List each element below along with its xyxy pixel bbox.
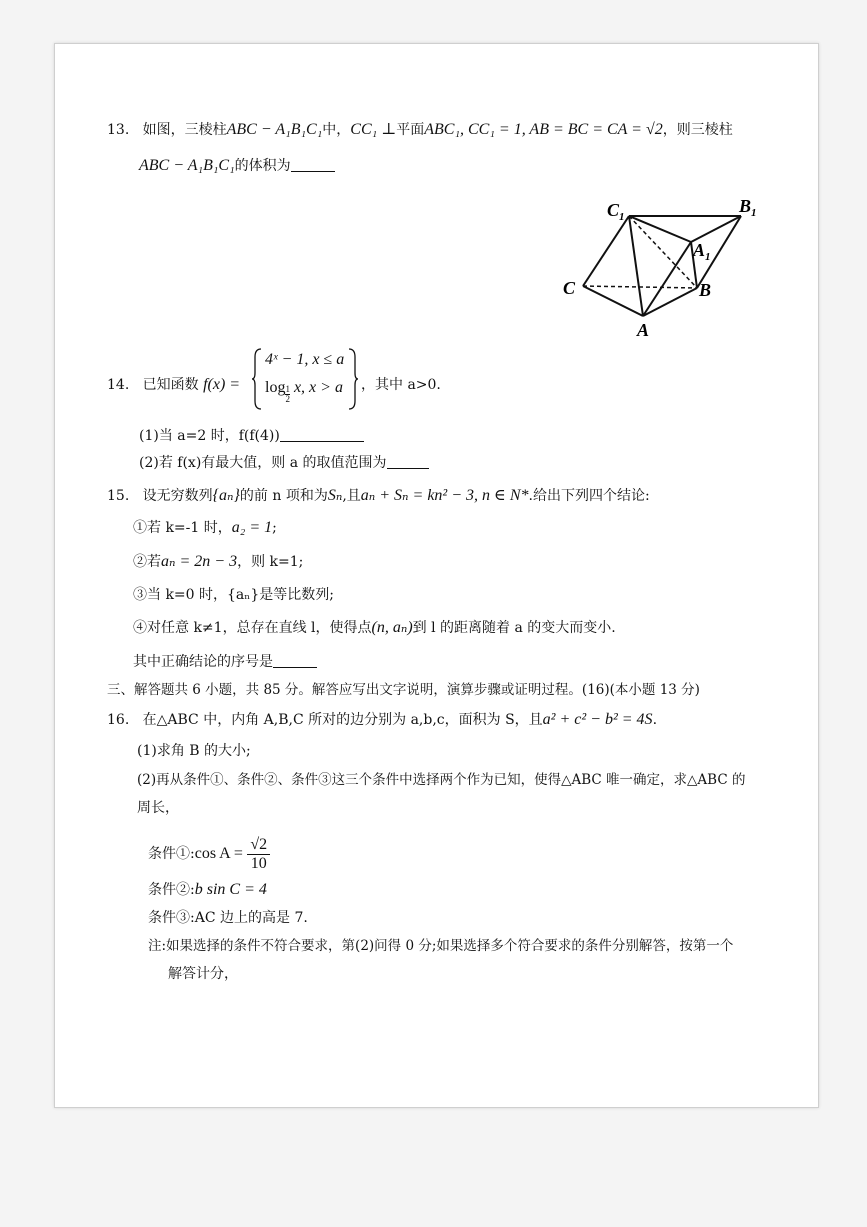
q14-text-1: 已知函数 <box>142 377 199 393</box>
left-brace <box>251 347 263 411</box>
q16-math-1: a² + c² − b² = 4S <box>542 711 653 728</box>
q15-line1 <box>107 486 650 506</box>
q14-log: log <box>265 379 286 396</box>
q16-condition-2 <box>148 880 267 900</box>
q15-text-4: .给出下列四个结论: <box>528 488 650 504</box>
q13-math-4: ABC − A₁B₁C₁ <box>139 157 235 174</box>
q15-math-1: {aₙ} <box>212 487 240 504</box>
q15-answer-blank[interactable] <box>273 667 317 668</box>
q15-c1-text: ①若 k=-1 时， <box>133 520 232 536</box>
q15-answer-text: 其中正确结论的序号是 <box>133 654 273 670</box>
q16-cond1-label: 条件①: <box>148 846 195 862</box>
q15-text-3: ,且 <box>342 488 361 504</box>
q16-cond1-math: cos A = <box>194 845 243 862</box>
q14-part1-text: (1)当 a=2 时，f(f(4)) <box>139 428 280 444</box>
q13-math-3: ABC₁, CC₁ = 1, AB = BC = CA = √2 <box>424 121 663 138</box>
q14-fx: f(x) = <box>203 376 241 393</box>
q16-cond2-label: 条件②: <box>148 882 195 898</box>
q13-line2 <box>139 156 335 176</box>
q16-part2-line2: 周长， <box>137 800 179 816</box>
q13-math-1: ABC − A₁B₁C₁ <box>226 121 323 138</box>
q16-cond2-math: b sin C = 4 <box>194 881 267 898</box>
q13-answer-blank[interactable] <box>291 171 335 172</box>
q16-note-line1: 注:如果选择的条件不符合要求，第(2)问得 0 分;如果选择多个符合要求的条件分别解答，按第一个 <box>148 938 734 954</box>
q16-number: 16. <box>107 712 130 728</box>
q15-text-1: 设无穷数列 <box>142 488 213 504</box>
q14-number: 14. <box>107 377 130 393</box>
q14-part1 <box>139 426 364 446</box>
q14-line1 <box>107 375 240 395</box>
prism-figure <box>555 192 765 342</box>
q15-c4-end: 到 l 的距离随着 a 的变大而变小. <box>412 620 616 636</box>
q13-number: 13. <box>107 122 130 138</box>
label-b1: $B_1$ <box>739 196 757 219</box>
edge-c1a <box>629 216 643 316</box>
q15-conclusion-3: ③当 k=0 时，{aₙ}是等比数列; <box>133 587 334 603</box>
q14-text-2: ，其中 a>0. <box>361 377 441 393</box>
q15-conclusion-1 <box>133 518 277 538</box>
edge-a1a <box>643 242 691 316</box>
q16-part2-line1: (2)再从条件①、条件②、条件③这三个条件中选择两个作为已知，使得△ABC 唯一确定，求△ABC 的 <box>137 772 746 788</box>
edge-c1a1 <box>629 216 691 242</box>
q13-text-1: 如图，三棱柱 <box>142 122 227 138</box>
q15-answer <box>133 652 317 672</box>
q15-c4-text: ④对任意 k≠1，总存在直线 l，使得点 <box>133 620 372 636</box>
q14-part2-text: (2)若 f(x)有最大值，则 a 的取值范围为 <box>139 455 387 471</box>
q15-conclusion-2 <box>133 552 303 572</box>
q13-line1 <box>107 120 733 140</box>
q15-c4-math: (n, aₙ) <box>371 619 413 636</box>
label-b: B <box>699 280 712 300</box>
q14-part1-blank[interactable] <box>280 441 364 442</box>
label-c1: $C_1$ <box>607 200 625 223</box>
right-brace <box>347 347 359 411</box>
q15-text-2: 的前 n 项和为 <box>239 488 328 504</box>
q14-log-base-num: 1 <box>285 384 290 394</box>
label-c: C <box>563 278 576 298</box>
label-a: A <box>637 320 650 340</box>
q13-text-5: 的体积为 <box>234 158 291 174</box>
q15-c2-math: aₙ = 2n − 3 <box>161 553 238 570</box>
q16-text-2: . <box>652 712 658 728</box>
q13-text-4: ，则三棱柱 <box>662 122 733 138</box>
edge-cb-dashed <box>583 286 697 288</box>
q16-cond1-fraction <box>247 836 270 873</box>
q16-line1 <box>107 710 657 730</box>
q14-part2-blank[interactable] <box>387 468 429 469</box>
q14-case-2 <box>265 379 343 404</box>
q16-text-1: 在△ABC 中，内角 A,B,C 所对的边分别为 a,b,c，面积为 S，且 <box>142 712 543 728</box>
edge-c1b-dashed <box>629 216 697 288</box>
q16-part1: (1)求角 B 的大小; <box>137 743 251 759</box>
q15-c1-math: a₂ = 1 <box>231 519 273 536</box>
q15-c1-end: ; <box>272 520 277 536</box>
exam-page <box>54 43 819 1108</box>
q15-conclusion-4 <box>133 618 616 638</box>
edge-ca <box>583 286 643 316</box>
q16-condition-3: 条件③:AC 边上的高是 7. <box>148 910 308 926</box>
q14-case-1: 4ˣ − 1, x ≤ a <box>265 351 345 368</box>
q15-c2-text: ②若 <box>133 554 161 570</box>
q14-part2 <box>139 453 429 473</box>
q14-case-2-tail: x, x > a <box>289 379 343 396</box>
q15-c2-end: ，则 k=1; <box>237 554 304 570</box>
q14-piecewise <box>251 347 361 411</box>
q16-note-line2: 解答计分， <box>168 966 238 982</box>
q16-cond1-den: 10 <box>250 854 267 872</box>
q13-text-2: 中， <box>322 122 351 138</box>
q15-math-2: Sₙ <box>327 487 343 504</box>
q16-condition-1 <box>148 834 270 874</box>
q16-cond1-num: √2 <box>247 836 270 855</box>
q15-number: 15. <box>107 488 130 504</box>
q13-text-3: 平面 <box>396 122 425 138</box>
edge-c1c <box>583 216 629 286</box>
section-3-heading: 三、解答题共 6 小题，共 85 分。解答应写出文字说明，演算步骤或证明过程。(16)(本小题 13 分) <box>107 682 700 698</box>
q13-math-2: CC₁ ⊥ <box>350 121 397 138</box>
q14-log-base-den: 2 <box>285 394 290 404</box>
q15-math-3: aₙ + Sₙ = kn² − 3, n ∈ N* <box>360 487 529 504</box>
label-a1: $A_1$ <box>693 240 711 263</box>
